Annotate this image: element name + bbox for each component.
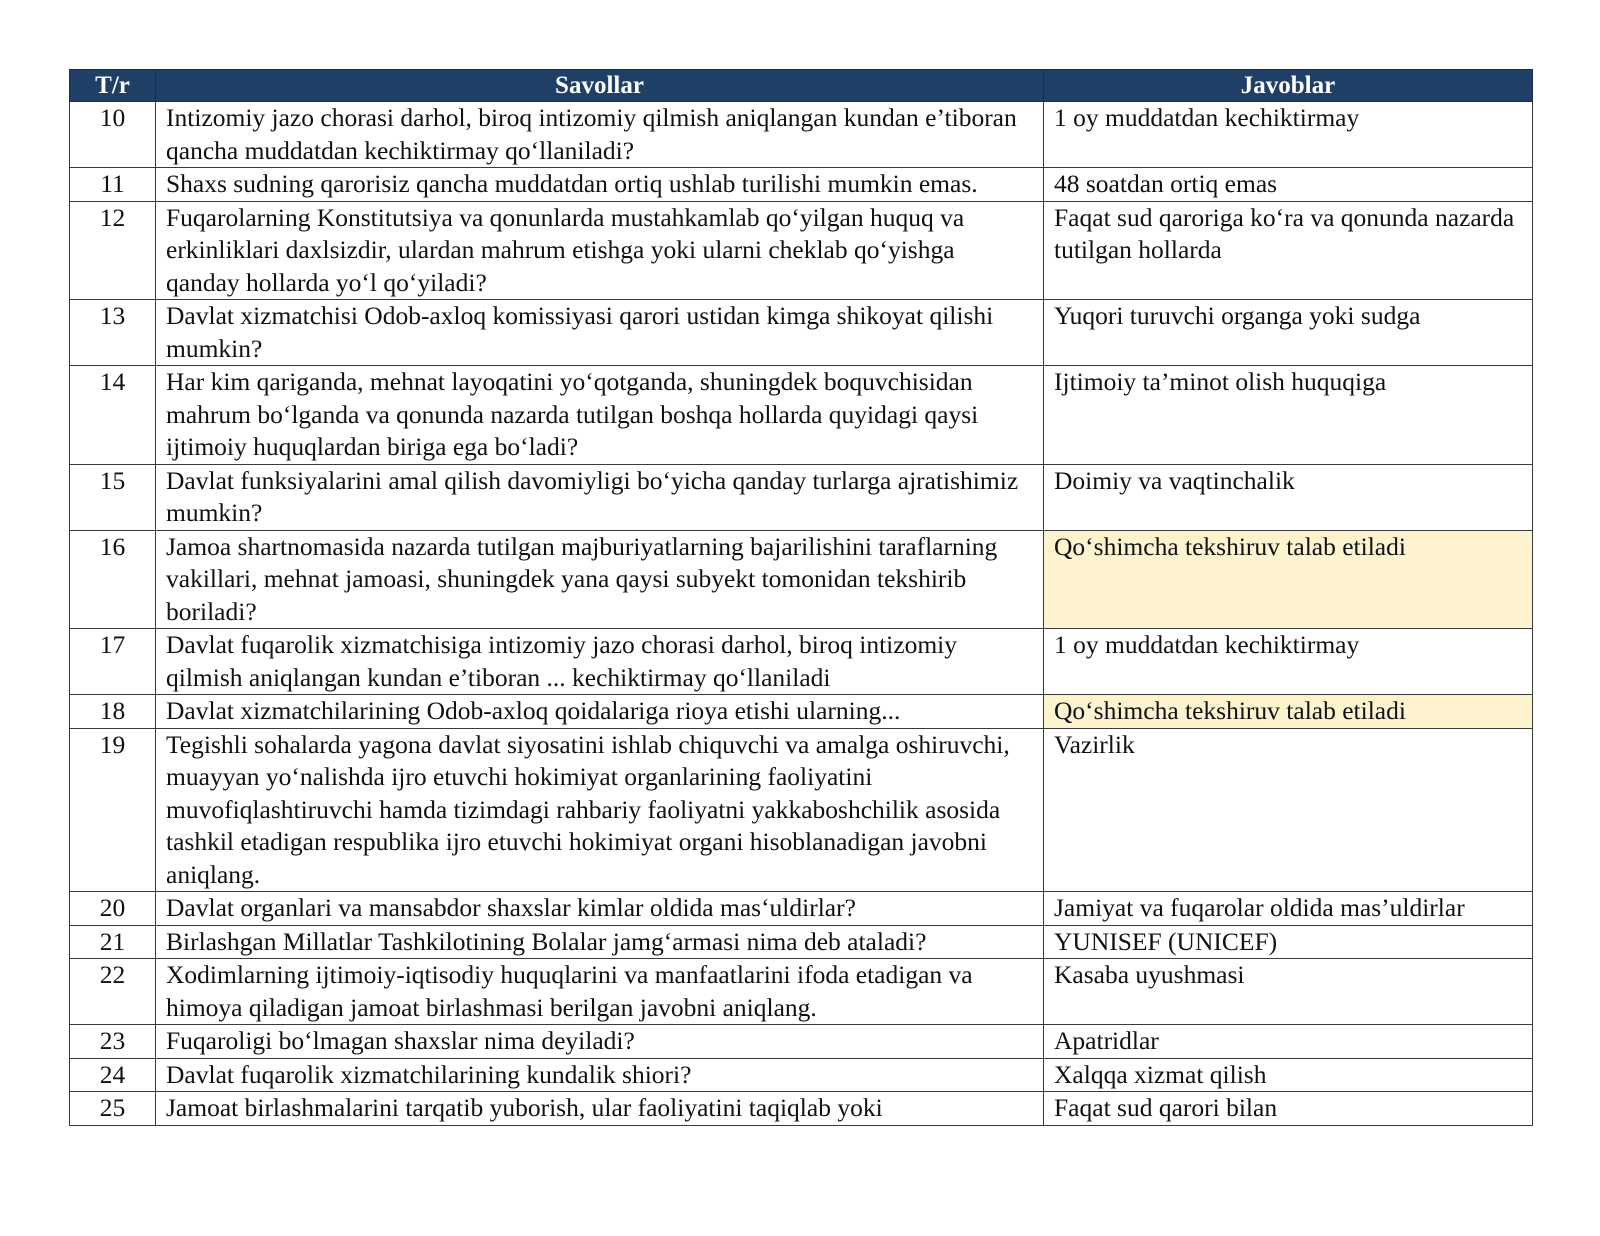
table-row — [70, 695, 1533, 729]
question-cell: Jamoat birlashmalarini tarqatib yuborish, ular faoliyatini taqiqlab yoki — [156, 1092, 1044, 1126]
question-cell: Davlat funksiyalarini amal qilish davomiyligi bo‘yicha qanday turlarga ajratishimiz mumkin? — [156, 464, 1044, 530]
answer-cell: Yuqori turuvchi organga yoki sudga — [1044, 300, 1533, 366]
table-row — [70, 1092, 1533, 1126]
row-number: 10 — [70, 102, 156, 168]
question-cell: Davlat xizmatchilarining Odob-axloq qoidalariga rioya etishi ularning... — [156, 695, 1044, 729]
question-cell: Davlat organlari va mansabdor shaxslar kimlar oldida mas‘uldirlar? — [156, 892, 1044, 926]
row-number: 23 — [70, 1025, 156, 1059]
header-number: T/r — [70, 70, 156, 102]
question-cell: Shaxs sudning qarorisiz qancha muddatdan ortiq ushlab turilishi mumkin emas. — [156, 168, 1044, 202]
document-page — [69, 69, 1532, 1126]
row-number: 24 — [70, 1058, 156, 1092]
table-row — [70, 201, 1533, 300]
row-number: 12 — [70, 201, 156, 300]
row-number: 16 — [70, 530, 156, 629]
table-row — [70, 168, 1533, 202]
table-row — [70, 1025, 1533, 1059]
row-number: 20 — [70, 892, 156, 926]
table-body — [70, 102, 1533, 1126]
answer-cell: YUNISEF (UNICEF) — [1044, 925, 1533, 959]
row-number: 14 — [70, 366, 156, 465]
table-row — [70, 728, 1533, 892]
answer-cell: Faqat sud qaroriga ko‘ra va qonunda nazarda tutilgan hollarda — [1044, 201, 1533, 300]
question-cell: Fuqarolarning Konstitutsiya va qonunlarda mustahkamlab qo‘yilgan huquq va erkinliklari daxlsizdir, ulardan mahrum etishga yoki ularni cheklab qo‘yishga qanday hollarda yo‘l qo‘yiladi? — [156, 201, 1044, 300]
row-number: 25 — [70, 1092, 156, 1126]
question-cell: Fuqaroligi bo‘lmagan shaxslar nima deyiladi? — [156, 1025, 1044, 1059]
answer-cell: Xalqqa xizmat qilish — [1044, 1058, 1533, 1092]
question-cell: Davlat xizmatchisi Odob-axloq komissiyasi qarori ustidan kimga shikoyat qilishi mumkin? — [156, 300, 1044, 366]
table-row — [70, 300, 1533, 366]
table-row — [70, 1058, 1533, 1092]
answer-cell: Jamiyat va fuqarolar oldida mas’uldirlar — [1044, 892, 1533, 926]
answer-cell: Vazirlik — [1044, 728, 1533, 892]
row-number: 13 — [70, 300, 156, 366]
header-questions: Savollar — [156, 70, 1044, 102]
question-cell: Tegishli sohalarda yagona davlat siyosatini ishlab chiquvchi va amalga oshiruvchi, muayyan yo‘nalishda ijro etuvchi hokimiyat organlarining faoliyatini muvofiqlashtiruvchi hamda tizimdagi rahbariy faoliyatni yakkaboshchilik asosida tashkil etadigan respublika ijro etuvchi hokimiyat organi hisoblanadigan javobni aniqlang. — [156, 728, 1044, 892]
table-row — [70, 366, 1533, 465]
table-row — [70, 629, 1533, 695]
row-number: 21 — [70, 925, 156, 959]
answer-cell: 48 soatdan ortiq emas — [1044, 168, 1533, 202]
answer-cell: 1 oy muddatdan kechiktirmay — [1044, 629, 1533, 695]
answer-cell: Kasaba uyushmasi — [1044, 959, 1533, 1025]
answer-cell: Faqat sud qarori bilan — [1044, 1092, 1533, 1126]
question-cell: Har kim qariganda, mehnat layoqatini yo‘qotganda, shuningdek boquvchisidan mahrum bo‘lganda va qonunda nazarda tutilgan boshqa hollarda quyidagi qaysi ijtimoiy huquqlardan biriga ega bo‘ladi? — [156, 366, 1044, 465]
row-number: 11 — [70, 168, 156, 202]
answer-cell: 1 oy muddatdan kechiktirmay — [1044, 102, 1533, 168]
table-row — [70, 102, 1533, 168]
table-row — [70, 464, 1533, 530]
answer-cell: Ijtimoiy ta’minot olish huquqiga — [1044, 366, 1533, 465]
table-row — [70, 959, 1533, 1025]
answer-cell: Doimiy va vaqtinchalik — [1044, 464, 1533, 530]
qa-table — [69, 69, 1533, 1126]
row-number: 19 — [70, 728, 156, 892]
row-number: 22 — [70, 959, 156, 1025]
question-cell: Xodimlarning ijtimoiy-iqtisodiy huquqlarini va manfaatlarini ifoda etadigan va himoya qiladigan jamoat birlashmasi berilgan javobni aniqlang. — [156, 959, 1044, 1025]
header-answers: Javoblar — [1044, 70, 1533, 102]
question-cell: Jamoa shartnomasida nazarda tutilgan majburiyatlarning bajarilishini taraflarning vakillari, mehnat jamoasi, shuningdek yana qaysi subyekt tomonidan tekshirib boriladi? — [156, 530, 1044, 629]
answer-cell-highlighted: Qo‘shimcha tekshiruv talab etiladi — [1044, 695, 1533, 729]
question-cell: Davlat fuqarolik xizmatchisiga intizomiy jazo chorasi darhol, biroq intizomiy qilmish aniqlangan kundan e’tiboran ... kechiktirmay qo‘llaniladi — [156, 629, 1044, 695]
table-row — [70, 892, 1533, 926]
table-row — [70, 530, 1533, 629]
answer-cell-highlighted: Qo‘shimcha tekshiruv talab etiladi — [1044, 530, 1533, 629]
row-number: 17 — [70, 629, 156, 695]
question-cell: Intizomiy jazo chorasi darhol, biroq intizomiy qilmish aniqlangan kundan e’tiboran qancha muddatdan kechiktirmay qo‘llaniladi? — [156, 102, 1044, 168]
question-cell: Birlashgan Millatlar Tashkilotining Bolalar jamg‘armasi nima deb ataladi? — [156, 925, 1044, 959]
row-number: 18 — [70, 695, 156, 729]
question-cell: Davlat fuqarolik xizmatchilarining kundalik shiori? — [156, 1058, 1044, 1092]
table-header — [70, 70, 1533, 102]
header-row — [70, 70, 1533, 102]
answer-cell: Apatridlar — [1044, 1025, 1533, 1059]
table-row — [70, 925, 1533, 959]
row-number: 15 — [70, 464, 156, 530]
